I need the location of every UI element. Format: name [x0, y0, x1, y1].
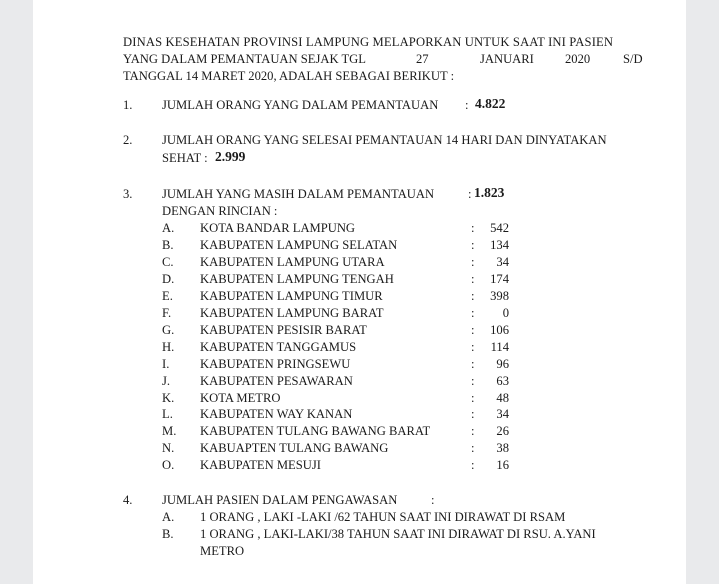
district-colon: :: [471, 424, 475, 439]
district-colon: :: [471, 441, 475, 456]
section-4-colon: :: [431, 493, 435, 507]
district-colon: :: [471, 339, 475, 354]
district-name: KOTA METRO: [200, 390, 281, 405]
section-4-item-b-text: 1 ORANG , LAKI-LAKI/38 TAHUN SAAT INI DIRAWAT DI RSU. A.YANI: [200, 527, 596, 541]
section-4-item-b-text-line-2: METRO: [200, 544, 245, 558]
district-value: 174: [490, 271, 509, 286]
intro-line-2-month: JANUARI: [480, 52, 534, 66]
district-colon: :: [471, 237, 475, 252]
district-letter: J.: [162, 373, 171, 388]
section-2-value: 2.999: [215, 149, 246, 164]
district-name: KABUAPTEN TULANG BAWANG: [200, 441, 389, 456]
district-name: KABUPATEN MESUJI: [200, 458, 321, 473]
district-value: 38: [496, 441, 509, 456]
district-name: KABUPATEN TULANG BAWANG BARAT: [200, 424, 431, 439]
district-value: 63: [496, 373, 509, 388]
district-colon: :: [471, 254, 475, 269]
district-value: 134: [490, 237, 509, 252]
district-letter: I.: [162, 356, 170, 371]
section-4-label: JUMLAH PASIEN DALAM PENGAWASAN: [162, 493, 398, 507]
district-letter: F.: [162, 305, 172, 320]
section-4-item-a-letter: A.: [162, 510, 175, 524]
district-letter: G.: [162, 322, 175, 337]
district-colon: :: [471, 390, 475, 405]
intro-line-2-sd: S/D: [623, 52, 643, 66]
district-name: KABUPATEN LAMPUNG TENGAH: [200, 271, 394, 286]
intro-line-2-year: 2020: [565, 52, 591, 66]
district-letter: A.: [162, 221, 175, 235]
district-letter: B.: [162, 237, 174, 252]
district-colon: :: [471, 221, 475, 235]
district-name: KABUPATEN LAMPUNG SELATAN: [200, 237, 398, 252]
district-value: 48: [496, 390, 509, 405]
section-4-number: 4.: [123, 493, 133, 507]
district-letter: O.: [162, 458, 175, 473]
section-1-number: 1.: [123, 98, 133, 112]
intro-line-2-day: 27: [416, 52, 429, 66]
district-value: 96: [496, 356, 509, 371]
district-letter: D.: [162, 271, 175, 286]
district-value: 114: [490, 339, 509, 354]
section-1-colon: :: [465, 98, 469, 112]
section-2-number: 2.: [123, 133, 133, 147]
section-3-value: 1.823: [474, 185, 505, 200]
district-value: 0: [502, 305, 509, 320]
section-3-colon: :: [468, 187, 472, 201]
district-name: KABUPATEN PESISIR BARAT: [200, 322, 367, 337]
district-colon: :: [471, 271, 475, 286]
district-letter: H.: [162, 339, 175, 354]
district-letter: C.: [162, 254, 174, 269]
district-letter: M.: [162, 424, 177, 439]
district-name: KABUPATEN LAMPUNG TIMUR: [200, 288, 383, 303]
district-name: KABUPATEN LAMPUNG UTARA: [200, 254, 385, 269]
district-value: 16: [496, 458, 509, 473]
district-colon: :: [471, 356, 475, 371]
section-3-label: JUMLAH YANG MASIH DALAM PEMANTAUAN: [162, 187, 435, 201]
intro-line-2: [123, 51, 663, 67]
document-page: [33, 0, 686, 584]
intro-line-2-text: YANG DALAM PEMANTAUAN SEJAK TGL: [123, 52, 366, 66]
district-letter: L.: [162, 407, 173, 422]
section-4-item-b-letter: B.: [162, 527, 174, 541]
district-value: 542: [490, 221, 509, 235]
district-name: KABUPATEN LAMPUNG BARAT: [200, 305, 384, 320]
district-name: KABUPATEN PESAWARAN: [200, 373, 353, 388]
section-1-value: 4.822: [475, 96, 506, 111]
section-1-label: JUMLAH ORANG YANG DALAM PEMANTAUAN: [162, 98, 439, 112]
section-2-label-line-2: SEHAT :: [162, 151, 208, 165]
district-colon: :: [471, 288, 475, 303]
district-colon: :: [471, 458, 475, 473]
district-colon: :: [471, 373, 475, 388]
section-2-label-line-1: JUMLAH ORANG YANG SELESAI PEMANTAUAN 14 HARI DAN DINYATAKAN: [162, 133, 607, 147]
district-letter: E.: [162, 288, 173, 303]
district-value: 34: [496, 407, 509, 422]
district-value: 398: [490, 288, 509, 303]
district-colon: :: [471, 322, 475, 337]
district-value: 34: [496, 254, 509, 269]
district-value: 26: [496, 424, 509, 439]
district-value: 106: [490, 322, 509, 337]
district-letter: N.: [162, 441, 175, 456]
district-name: KABUPATEN WAY KANAN: [200, 407, 353, 422]
intro-line-3: TANGGAL 14 MARET 2020, ADALAH SEBAGAI BERIKUT :: [123, 69, 455, 83]
district-name: KOTA BANDAR LAMPUNG: [200, 221, 356, 235]
district-name: KABUPATEN TANGGAMUS: [200, 339, 357, 354]
intro-line-1: DINAS KESEHATAN PROVINSI LAMPUNG MELAPORKAN UNTUK SAAT INI PASIEN: [123, 35, 614, 49]
district-letter: K.: [162, 390, 175, 405]
section-3-subtitle: DENGAN RINCIAN :: [162, 204, 278, 218]
section-4-item-a-text: 1 ORANG , LAKI -LAKI /62 TAHUN SAAT INI DIRAWAT DI RSAM: [200, 510, 566, 524]
district-colon: :: [471, 305, 475, 320]
section-3-number: 3.: [123, 187, 133, 201]
district-name: KABUPATEN PRINGSEWU: [200, 356, 351, 371]
district-colon: :: [471, 407, 475, 422]
